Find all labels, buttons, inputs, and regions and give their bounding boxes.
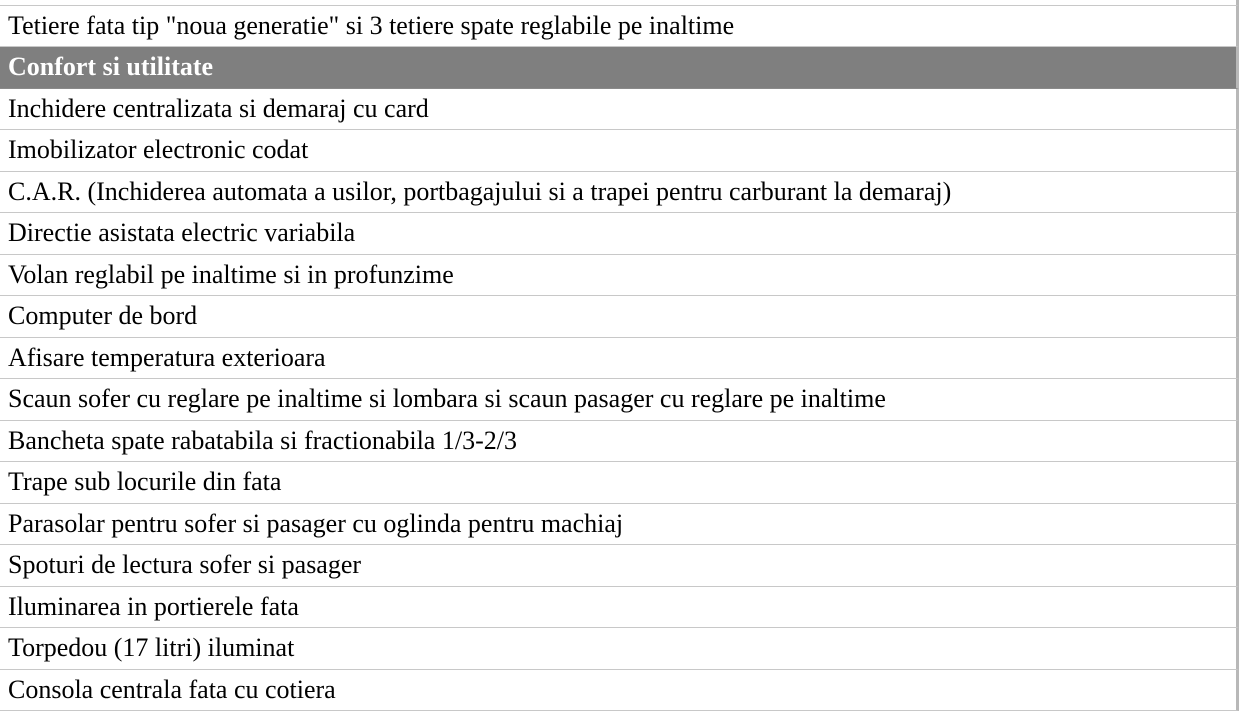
table-row: Parasolar pentru sofer si pasager cu oglinda pentru machiaj bbox=[0, 504, 1239, 546]
table-row: Tetiere fata tip "noua generatie" si 3 tetiere spate reglabile pe inaltime bbox=[0, 6, 1239, 48]
table-row: C.A.R. (Inchiderea automata a usilor, portbagajului si a trapei pentru carburant la demaraj) bbox=[0, 172, 1239, 214]
table-row: Torpedou (17 litri) iluminat bbox=[0, 628, 1239, 670]
table-row: Consola centrala fata cu cotiera bbox=[0, 670, 1239, 711]
table-row: Volan reglabil pe inaltime si in profunzime bbox=[0, 255, 1239, 297]
table-row: Directie asistata electric variabila bbox=[0, 213, 1239, 255]
table-row: Inchidere centralizata si demaraj cu card bbox=[0, 89, 1239, 131]
table-row: Trape sub locurile din fata bbox=[0, 462, 1239, 504]
table-row: Afisare temperatura exterioara bbox=[0, 338, 1239, 380]
table-row: Scaun sofer cu reglare pe inaltime si lombara si scaun pasager cu reglare pe inaltime bbox=[0, 379, 1239, 421]
table-row: Iluminarea in portierele fata bbox=[0, 587, 1239, 629]
table-row: Imobilizator electronic codat bbox=[0, 130, 1239, 172]
table-row: Computer de bord bbox=[0, 296, 1239, 338]
table-row: Bancheta spate rabatabila si fractionabila 1/3-2/3 bbox=[0, 421, 1239, 463]
table-row: Spoturi de lectura sofer si pasager bbox=[0, 545, 1239, 587]
section-header-confort: Confort si utilitate bbox=[0, 47, 1239, 89]
